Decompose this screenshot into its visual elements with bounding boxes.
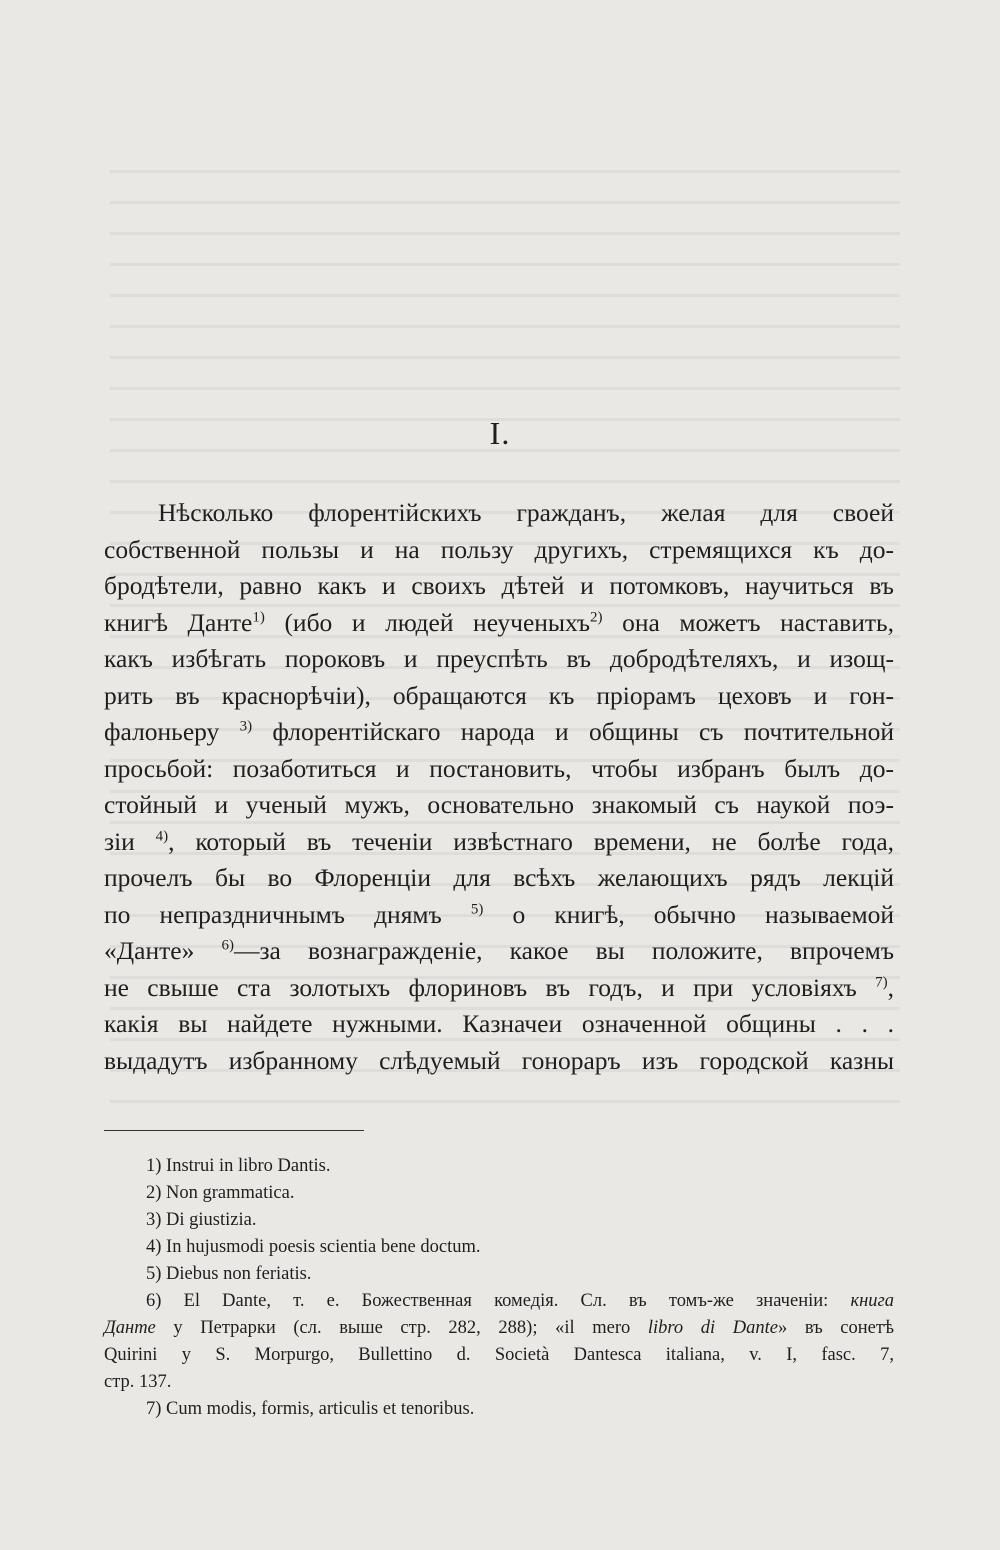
footnote-4: 4) In hujusmodi poesis scientia bene doctum. xyxy=(146,1237,481,1257)
footnote-6-line-2: Данте у Петрарки (сл. выше стр. 282, 288); «il mero libro di Dante» въ сонетѣ xyxy=(104,1318,894,1338)
footnote-marker[interactable]: 2) xyxy=(590,609,603,625)
section-heading: I. xyxy=(489,415,511,451)
text-line: зіи $^{4)}$, который въ теченіи извѣстнаго времени, не болѣе года, xyxy=(104,826,895,856)
text-line: собственной пользы и на пользу другихъ, стремящихся къ до- xyxy=(104,534,894,564)
footnote-marker[interactable]: 1) xyxy=(252,609,265,625)
text-line: рить въ краснорѣчіи), обращаются къ пріорамъ цеховъ и гон- xyxy=(104,680,894,710)
footnote-6-line-3: Quirini у S. Morpurgo, Bullettino d. Società Dantesca italiana, v. I, fasc. 7, xyxy=(104,1345,894,1365)
footnote-marker[interactable]: 5) xyxy=(470,901,484,917)
text-line: какія вы найдете нужными. Казначеи означенной общины . . . xyxy=(104,1009,894,1038)
text-line: выдадутъ избранному слѣдуемый гонораръ изъ городской казны xyxy=(104,1045,894,1075)
footnote-7: 7) Cum modis, formis, articulis et tenoribus. xyxy=(146,1399,475,1419)
footnote-marker[interactable]: 6) xyxy=(221,937,234,954)
footnote-3: 3) Di giustizia. xyxy=(146,1210,257,1230)
text-line: по непраздничнымъ днямъ $^{5)}$ о книгѣ, обычно называемой xyxy=(104,899,895,929)
text-line: книгѣ Данте$^{1)}$ (ибо и людей неученыхъ$^{2)}$ она можетъ наставить, xyxy=(104,607,894,637)
text-line: прочелъ бы во Флоренціи для всѣхъ желающихъ рядъ лекцій xyxy=(104,863,894,892)
footnote-2: 2) Non grammatica. xyxy=(146,1183,295,1203)
footnote-marker[interactable]: 7) xyxy=(875,974,888,990)
footnote-5: 5) Diebus non feriatis. xyxy=(146,1264,312,1284)
text-line: какъ избѣгать пороковъ и преуспѣть въ добродѣтеляхъ, и изощ- xyxy=(104,644,894,673)
footnote-separator xyxy=(104,1130,364,1131)
text-line: «Данте» $^{6)}$—за вознагражденіе, какое вы положите, впрочемъ xyxy=(104,936,895,965)
text-line: фалоньеру $^{3)}$ флорентійскаго народа и общины съ почтительной xyxy=(104,717,894,746)
footnote-6-line-4: стр. 137. xyxy=(104,1372,172,1392)
footnotes xyxy=(104,1153,894,1423)
text-line: бродѣтели, равно какъ и своихъ дѣтей и потомковъ, научиться въ xyxy=(104,571,894,600)
text-line: стойный и ученый мужъ, основательно знакомый съ наукой поэ- xyxy=(104,790,894,819)
footnote-6-line-1: 6) El Dante, т. е. Божественная комедія. Сл. въ томъ-же значеніи: книга xyxy=(146,1291,894,1311)
text-line: Нѣсколько флорентійскихъ гражданъ, желая для своей xyxy=(158,498,894,527)
footnote-1: 1) Instrui in libro Dantis. xyxy=(146,1156,331,1176)
main-paragraph xyxy=(104,495,894,1079)
footnote-marker[interactable]: 4) xyxy=(155,828,169,844)
text-line: просьбой: позаботиться и постановить, чтобы избранъ былъ до- xyxy=(104,753,894,783)
footnote-marker[interactable]: 3) xyxy=(239,718,253,735)
text-line: не свыше ста золотыхъ флориновъ въ годъ, и при условіяхъ $^{7)}$, xyxy=(104,972,895,1002)
